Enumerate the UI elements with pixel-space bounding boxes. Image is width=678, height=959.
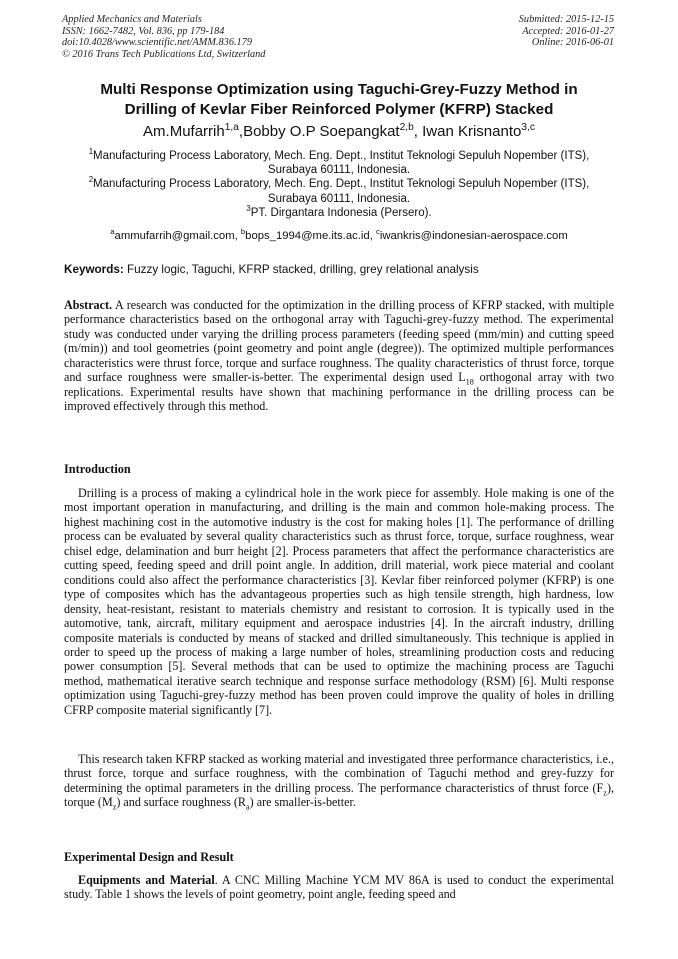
paragraph-text: ) and surface roughness (R xyxy=(116,795,246,810)
email-separator: , xyxy=(369,230,376,242)
experimental-heading: Experimental Design and Result xyxy=(64,850,234,864)
paper-title xyxy=(40,80,638,119)
submitted-date: Submitted: 2015-12-15 xyxy=(518,14,614,25)
author-separator: , xyxy=(413,123,423,140)
journal-issn: ISSN: 1662-7482, Vol. 836, pp 179-184 xyxy=(62,25,225,37)
paragraph-text: This research taken KFRP stacked as working material and investigated three performance characteristics, i.e., thrust force, torque and surface roughness, with the combination of Taguchi method and grey-fuzzy for determining the optimal parameters in the drilling process. The performance characteristics of thrust force (F xyxy=(64,752,614,795)
author-affiliation-mark: 1,a xyxy=(224,122,239,133)
abstract xyxy=(64,298,614,414)
abstract-text: A research was conducted for the optimization in the drilling process of KFRP stacked, with multiple performance characteristics based on the orthogonal array with Taguchi-grey-fuzzy method. The experimental study was conducted under varying the drilling process parameters (feeding speed (mm/min) and cutting speed (m/min)) and tool geometries (point geometry and point angle (degree)). The optimized multiple performances characteristics were thrust force, torque and surface roughness. The quality characteristics of thrust force, torque and surface roughness were smaller-is-better. The experimental design used L xyxy=(64,298,614,385)
affiliation-text: PT. Dirgantara Indonesia (Persero). xyxy=(250,206,432,219)
subscript: z xyxy=(603,788,607,798)
affiliation-text: Manufacturing Process Laboratory, Mech. Eng. Dept., Institut Teknologi Sepuluh Nopember (ITS), xyxy=(93,150,590,162)
abstract-text-end: orthogonal array with two replications. Experimental results have shown that machining performance in the drilling process can be improved effectively through this method. xyxy=(64,370,615,414)
title-line-2: Drilling of Kevlar Fiber Reinforced Polymer (KFRP) Stacked xyxy=(124,100,554,118)
keywords-text: Fuzzy logic, Taguchi, KFRP stacked, drilling, grey relational analysis xyxy=(123,263,479,276)
introduction-paragraph-2 xyxy=(64,752,614,810)
equipment-lead: Equipments and Material xyxy=(78,873,215,887)
email-link[interactable]: bops_1994@me.its.ac.id xyxy=(245,230,370,242)
journal-header xyxy=(62,14,265,60)
affiliation-2 xyxy=(40,177,638,191)
paragraph-text: ), torque (M xyxy=(64,780,614,810)
equipment-text: . A CNC Milling Machine YCM MV 86A is used to conduct the experimental study. Table 1 shows the levels of point geometry, point angle, feeding speed and xyxy=(64,873,614,902)
publication-dates xyxy=(519,14,614,49)
title-line-1: Multi Response Optimization using Taguchi-Grey-Fuzzy Method in xyxy=(100,81,578,98)
affiliation-mark: 2 xyxy=(88,175,94,185)
author-list xyxy=(40,122,638,142)
introduction-heading: Introduction xyxy=(64,462,131,476)
email-mark: b xyxy=(240,227,246,237)
author-affiliation-mark: 2,b xyxy=(399,122,414,133)
journal-copyright: © 2016 Trans Tech Publications Ltd, Switzerland xyxy=(62,48,266,60)
author-name: Iwan Krisnanto xyxy=(422,123,522,140)
email-separator: , xyxy=(234,230,241,242)
subscript: z xyxy=(112,802,117,812)
email-link[interactable]: iwankris@indonesian-aerospace.com xyxy=(379,230,568,242)
keywords-label: Keywords: xyxy=(64,263,124,276)
affiliation-1-city: Surabaya 60111, Indonesia. xyxy=(267,164,411,177)
author-emails xyxy=(40,229,638,243)
author-separator: , xyxy=(238,123,244,140)
author-affiliation-mark: 3,c xyxy=(521,122,535,133)
affiliation-mark: 3 xyxy=(246,203,251,213)
paragraph-text: ) are smaller-is-better. xyxy=(249,795,356,810)
equipment-paragraph xyxy=(64,873,614,902)
affiliation-mark: 1 xyxy=(88,147,94,157)
affiliations xyxy=(40,149,638,220)
affiliation-2-city: Surabaya 60111, Indonesia. xyxy=(267,192,411,205)
author-name: Am.Mufarrih xyxy=(143,123,225,140)
email-mark: c xyxy=(375,227,380,237)
affiliation-3 xyxy=(40,203,638,220)
journal-doi: doi:10.4028/www.scientific.net/AMM.836.179 xyxy=(62,37,252,49)
keywords xyxy=(64,263,624,277)
accepted-date: Accepted: 2016-01-27 xyxy=(522,25,614,37)
affiliation-1 xyxy=(40,149,638,163)
journal-name: Applied Mechanics and Materials xyxy=(62,14,202,25)
abstract-label: Abstract. xyxy=(64,298,113,312)
email-mark: a xyxy=(110,227,115,237)
subscript: a xyxy=(246,802,250,812)
affiliation-text: Manufacturing Process Laboratory, Mech. Eng. Dept., Institut Teknologi Sepuluh Nopember (ITS), xyxy=(93,178,590,191)
author-name: Bobby O.P Soepangkat xyxy=(243,123,400,140)
introduction-paragraph-1: Drilling is a process of making a cylindrical hole in the work piece for assembly. Hole making is one of the most important operation in manufacturing, and drilling is the main and common hole-making process. The highest machining cost in the automotive industry is the cost for making holes [1]. The performance of drilling process can be evaluated by several quality characteristics such as thrust force, torque, surface roughness, wear chisel edge, delamination and burr height [2]. Process parameters that affect the performance characteristics are cutting speed, feeding speed and drill point angle. In addition, drill material, work piece material and coolant conditions could also affect the performance characteristics [3]. Kevlar fiber reinforced polymer (KFRP) is one type of composites which has the advantageous properties such as high tensile strength, high hardness, low density, heat-resistant, resistant to materials chemistry and resistant to corrosion. It is typically used in the automotive, tank, aircraft, military equipment and aerospace industries [4]. In the aircraft industry, drilling composite materials is conducted by means of stacked and drilled simultaneously. This technique is applied in order to speed up the process of making a large number of holes, streamlining production costs and reducing power consumption [5]. Several methods that can be used to optimize the machining process are Taguchi method, mathematical iterative search technique and response surface methodology (RSM) [6]. Multi response optimization using Taguchi-grey-fuzzy method has been proven could improve the quality of holes in drilling CFRP composite material significantly [7]. xyxy=(64,486,614,717)
online-date: Online: 2016-06-01 xyxy=(531,37,614,49)
email-link[interactable]: ammufarrih@gmail.com xyxy=(114,230,235,242)
orthogonal-array-subscript: 18 xyxy=(465,377,474,387)
